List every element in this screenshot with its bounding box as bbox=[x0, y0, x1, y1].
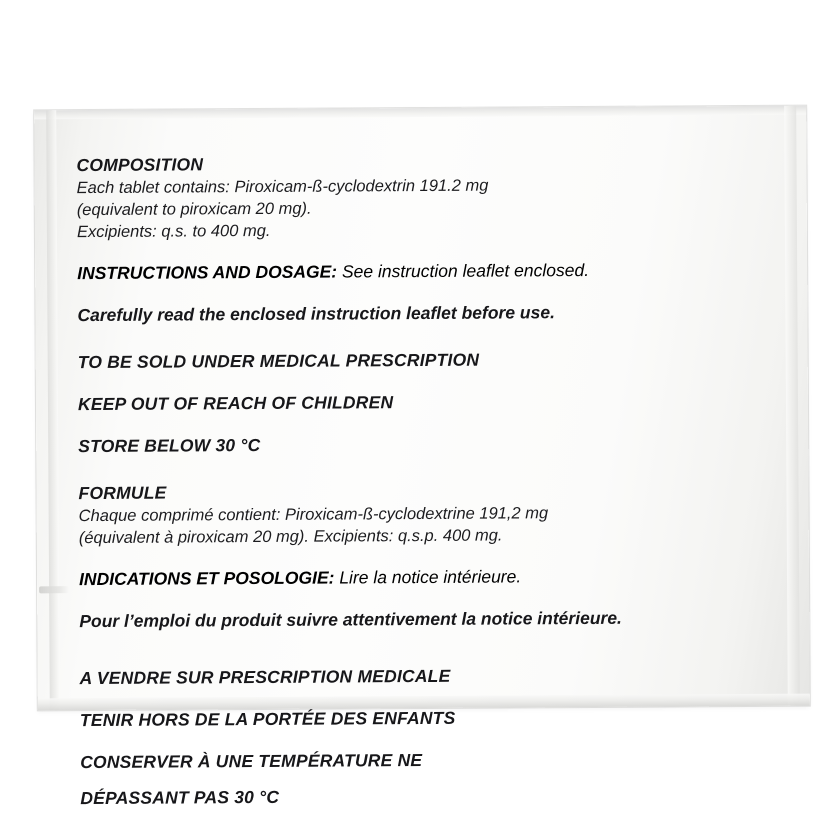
composition-line: Chaque comprimé contient: Piroxicam-ß-cyclodextrine 191,2 mg bbox=[78, 504, 549, 526]
carton-left-fold bbox=[46, 110, 60, 710]
instructions-text-fr: Lire la notice intérieure. bbox=[334, 566, 522, 588]
composition-line: Each tablet contains: Piroxicam-ß-cyclodextrin 191.2 mg bbox=[76, 176, 489, 198]
carton-text-panel bbox=[76, 150, 730, 810]
warning-children-en: KEEP OUT OF REACH OF CHILDREN bbox=[77, 392, 394, 415]
composition-lines-en bbox=[77, 173, 727, 243]
read-leaflet-notice-fr: Pour l’emploi du produit suivre attentivement la notice intérieure. bbox=[79, 607, 622, 632]
warning-prescription-en: TO BE SOLD UNDER MEDICAL PRESCRIPTION bbox=[77, 349, 480, 373]
warning-storage-line-2-fr: DÉPASSANT PAS 30 °C bbox=[80, 786, 280, 809]
read-leaflet-notice-en: Carefully read the enclosed instruction leaflet before use. bbox=[77, 302, 555, 326]
composition-heading-en: COMPOSITION bbox=[76, 154, 204, 176]
composition-heading-fr: FORMULE bbox=[78, 482, 167, 504]
instructions-label-en: INSTRUCTIONS AND DOSAGE: bbox=[77, 261, 338, 284]
warning-children-fr: TENIR HORS DE LA PORTÉE DES ENFANTS bbox=[79, 707, 456, 731]
medicine-carton bbox=[34, 106, 810, 809]
instructions-text-en: See instruction leaflet enclosed. bbox=[337, 259, 590, 282]
french-section bbox=[78, 478, 730, 810]
english-section bbox=[76, 150, 728, 458]
carton-edge-dent bbox=[39, 586, 69, 593]
warning-storage-line-1-fr: CONSERVER À UNE TEMPÉRATURE NE bbox=[80, 750, 423, 773]
instructions-and-dosage-en bbox=[77, 258, 727, 285]
composition-line: Excipients: q.s. to 400 mg. bbox=[76, 221, 271, 242]
warning-prescription-fr: A VENDRE SUR PRESCRIPTION MEDICALE bbox=[79, 665, 451, 689]
composition-lines-fr bbox=[79, 501, 729, 549]
composition-line: (équivalent à piroxicam 20 mg). Excipients: q.s.p. 400 mg. bbox=[78, 526, 503, 548]
carton-right-fold bbox=[784, 106, 800, 706]
composition-line: (equivalent to piroxicam 20 mg). bbox=[76, 199, 312, 220]
indications-et-posologie-fr bbox=[79, 564, 729, 591]
instructions-label-fr: INDICATIONS ET POSOLOGIE: bbox=[78, 567, 335, 590]
carton-top-edge bbox=[34, 106, 806, 120]
warning-storage-en: STORE BELOW 30 °C bbox=[78, 434, 261, 457]
